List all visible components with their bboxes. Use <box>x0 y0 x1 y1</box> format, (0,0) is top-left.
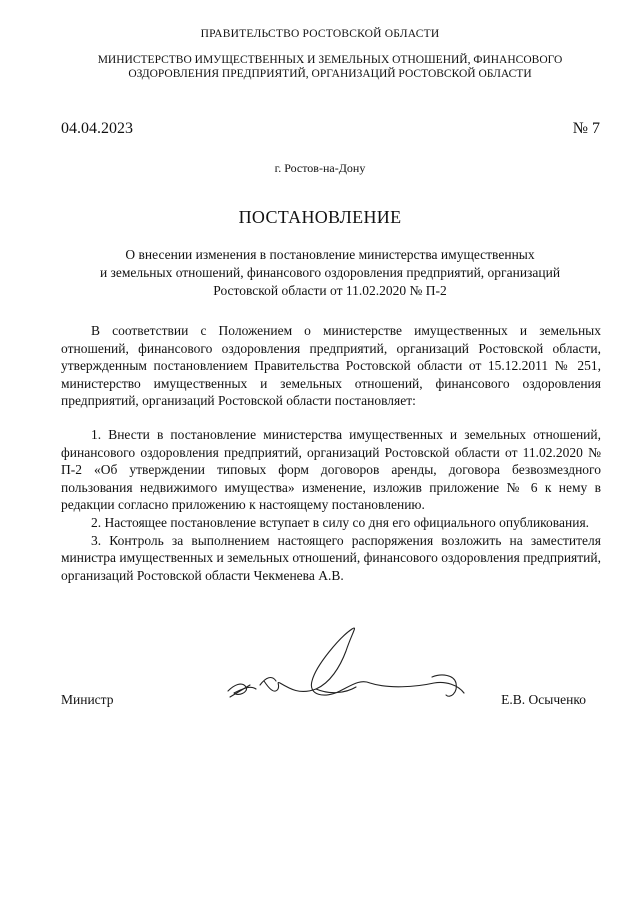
subject-line: и земельных отношений, финансового оздоровления предприятий, организаций <box>99 265 561 280</box>
subject-line: Ростовской области от 11.02.2020 № П-2 <box>213 283 447 298</box>
subject-line: О внесении изменения в постановление министерства имущественных <box>125 247 535 262</box>
ministry-header-line: МИНИСТЕРСТВО ИМУЩЕСТВЕННЫХ И ЗЕМЕЛЬНЫХ ОТНОШЕНИЙ, ФИНАНСОВОГО <box>97 54 563 66</box>
handwritten-signature <box>220 615 480 725</box>
ministry-header <box>60 53 600 81</box>
signatory-position: Министр <box>61 692 114 707</box>
preamble-paragraph: В соответствии с Положением о министерстве имущественных и земельных отношений, финансового оздоровления предприятий, организаций Ростовской области, утвержденным постановлением Правительства Ростовской области от 15.12.2011 № 251, министерство имущественных и земельных отношений, финансового оздоровления предприятий, организаций Ростовской области постановляет: <box>61 323 601 409</box>
ministry-header-line: ОЗДОРОВЛЕНИЯ ПРЕДПРИЯТИЙ, ОРГАНИЗАЦИЙ РОСТОВСКОЙ ОБЛАСТИ <box>128 68 532 80</box>
government-header: ПРАВИТЕЛЬСТВО РОСТОВСКОЙ ОБЛАСТИ <box>200 28 440 40</box>
document-city: г. Ростов-на-Дону <box>274 161 366 175</box>
document-number: № 7 <box>572 120 600 137</box>
document-title: ПОСТАНОВЛЕНИЕ <box>238 207 402 227</box>
document-body <box>61 322 601 584</box>
document-subject <box>60 246 600 300</box>
item-paragraph-2: 2. Настоящее постановление вступает в силу со дня его официального опубликования. <box>91 514 590 530</box>
signatory-name: Е.В. Осыченко <box>501 692 586 707</box>
document-date: 04.04.2023 <box>61 120 133 137</box>
item-paragraph-3: 3. Контроль за выполнением настоящего распоряжения возложить на заместителя министра имущественных и земельных отношений, финансового оздоровления предприятий, организаций Ростовской области Чекменева А.В. <box>61 532 601 583</box>
item-paragraph-1: 1. Внести в постановление министерства имущественных и земельных отношений, финансового оздоровления предприятий, организаций Ростовской области от 11.02.2020 № П-2 «Об утверждении типовых форм договоров аренды, договора безвозмездного пользования недвижимого имущества» изменение, изложив приложение № 6 к нему в редакции согласно приложению к настоящему постановлению. <box>61 426 601 513</box>
